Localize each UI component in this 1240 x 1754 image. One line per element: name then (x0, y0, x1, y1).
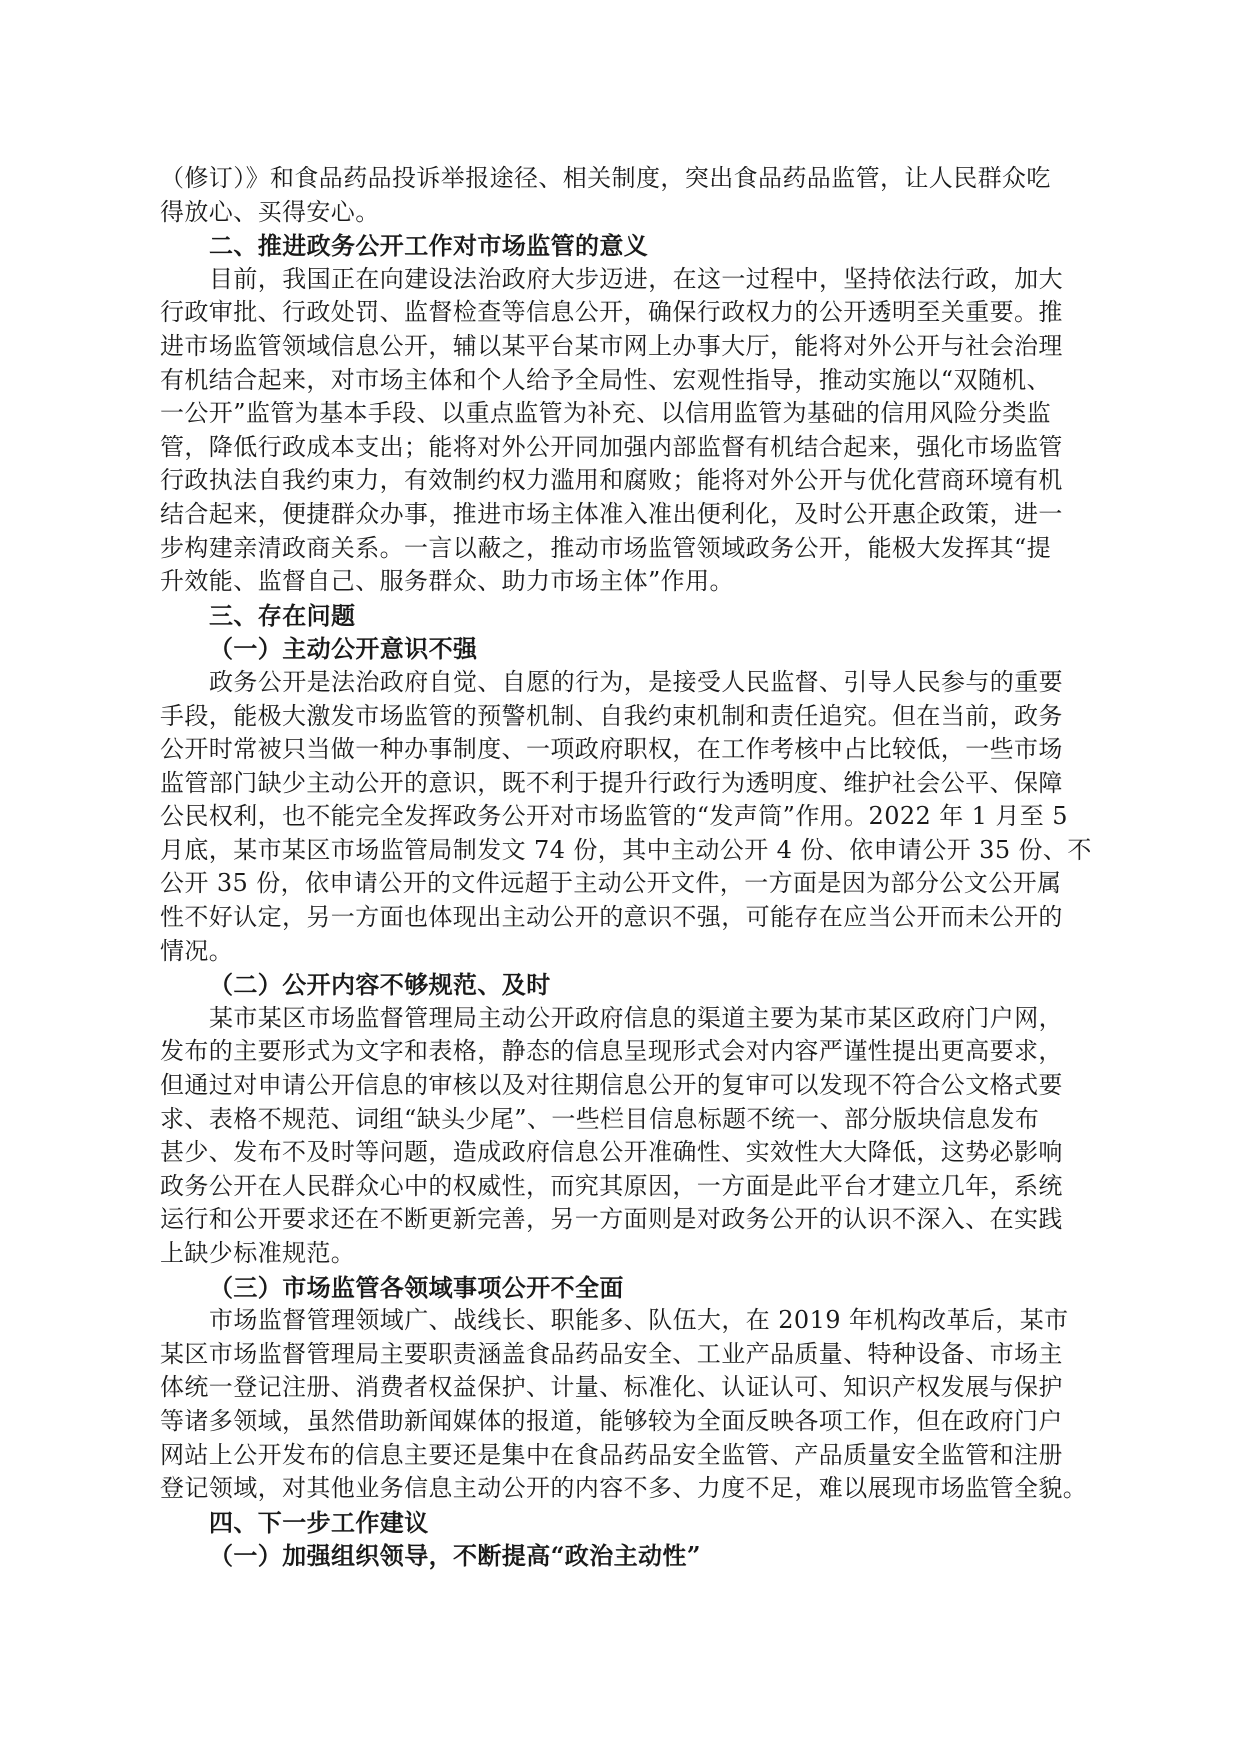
paragraph-line: 公开时常被只当做一种办事制度、一项政府职权，在工作考核中占比较低，一些市场 (160, 735, 1063, 764)
paragraph-line: 等诸多领域，虽然借助新闻媒体的报道，能够较为全面反映各项工作，但在政府门户 (160, 1406, 1063, 1435)
paragraph-line: 一公开”监管为基本手段、以重点监管为补充、以信用监管为基础的信用风险分类监 (160, 399, 1052, 428)
paragraph-line: 公开 35 份，依申请公开的文件远超于主动公开文件，一方面是因为部分公文公开属 (160, 869, 1062, 898)
section-heading: 四、下一步工作建议 (209, 1507, 429, 1537)
paragraph-line: 性不好认定，另一方面也体现出主动公开的意识不强，可能存在应当公开而未公开的 (160, 903, 1063, 932)
paragraph-line: 网站上公开发布的信息主要还是集中在食品药品安全监管、产品质量安全监管和注册 (160, 1440, 1063, 1469)
paragraph-line: 求、表格不规范、词组“缺头少尾”、一些栏目信息标题不统一、部分版块信息发布 (160, 1104, 1040, 1133)
paragraph-line: 情况。 (160, 936, 234, 965)
paragraph-line: 有机结合起来，对市场主体和个人给予全局性、宏观性指导，推动实施以“双随机、 (160, 365, 1052, 394)
paragraph-line: 但通过对申请公开信息的审核以及对往期信息公开的复审可以发现不符合公文格式要 (160, 1071, 1063, 1100)
paragraph-line: 政务公开在人民群众心中的权威性，而究其原因，一方面是此平台才建立几年，系统 (160, 1171, 1063, 1200)
paragraph-line: 监管部门缺少主动公开的意识，既不利于提升行政行为透明度、维护社会公平、保障 (160, 768, 1063, 797)
section-heading: （三）市场监管各领域事项公开不全面 (209, 1272, 624, 1302)
section-heading: 三、存在问题 (209, 600, 356, 630)
section-heading: （二）公开内容不够规范、及时 (209, 970, 551, 1000)
paragraph-line: 升效能、监督自己、服务群众、助力市场主体”作用。 (160, 567, 734, 596)
document-body (160, 162, 1100, 1573)
paragraph-line: 步构建亲清政商关系。一言以蔽之，推动市场监管领域政务公开，能极大发挥其“提 (160, 533, 1052, 562)
paragraph-line: 行政执法自我约束力，有效制约权力滥用和腐败；能将对外公开与优化营商环境有机 (160, 466, 1063, 495)
paragraph-line: 登记领域，对其他业务信息主动公开的内容不多、力度不足，难以展现市场监管全貌。 (160, 1474, 1088, 1503)
paragraph-line: 市场监督管理领域广、战线长、职能多、队伍大，在 2019 年机构改革后，某市 (209, 1306, 1069, 1335)
paragraph-line: （修订）》和食品药品投诉举报途径、相关制度，突出食品药品监管，让人民群众吃 (160, 164, 1051, 192)
paragraph-line: 得放心、买得安心。 (160, 197, 380, 226)
paragraph-line: 体统一登记注册、消费者权益保护、计量、标准化、认证认可、知识产权发展与保护 (160, 1373, 1063, 1402)
section-heading: （一）加强组织领导，不断提高“政治主动性” (209, 1541, 702, 1571)
paragraph-line: 公民权利，也不能完全发挥政务公开对市场监管的“发声筒”作用。2022 年 1 月至 5 (160, 802, 1068, 831)
paragraph-line: 发布的主要形式为文字和表格，静态的信息呈现形式会对内容严谨性提出更高要求， (160, 1037, 1063, 1066)
paragraph-line: 上缺少标准规范。 (160, 1239, 356, 1267)
paragraph-line: 进市场监管领域信息公开，辅以某平台某市网上办事大厅，能将对外公开与社会治理 (160, 331, 1063, 360)
section-heading: 二、推进政务公开工作对市场监管的意义 (209, 231, 649, 261)
paragraph-line: 政务公开是法治政府自觉、自愿的行为，是接受人民监督、引导人民参与的重要 (209, 667, 1063, 696)
paragraph-line: 行政审批、行政处罚、监督检查等信息公开，确保行政权力的公开透明至关重要。推 (160, 298, 1063, 327)
paragraph-line: 某区市场监督管理局主要职责涵盖食品药品安全、工业产品质量、特种设备、市场主 (160, 1339, 1063, 1368)
paragraph-line: 管，降低行政成本支出；能将对外公开同加强内部监督有机结合起来，强化市场监管 (160, 432, 1063, 461)
section-heading: （一）主动公开意识不强 (209, 634, 478, 664)
paragraph-line: 结合起来，便捷群众办事，推进市场主体准入准出便利化，及时公开惠企政策，进一 (160, 499, 1063, 528)
paragraph-line: 月底，某市某区市场监管局制发文 74 份，其中主动公开 4 份、依申请公开 35 份、不 (160, 835, 1092, 864)
paragraph-line: 某市某区市场监督管理局主动公开政府信息的渠道主要为某市某区政府门户网， (209, 1003, 1063, 1032)
paragraph-line: 手段，能极大激发市场监管的预警机制、自我约束机制和责任追究。但在当前，政务 (160, 701, 1063, 730)
paragraph-line: 目前，我国正在向建设法治政府大步迈进，在这一过程中，坚持依法行政，加大 (209, 264, 1063, 293)
paragraph-line: 甚少、发布不及时等问题，造成政府信息公开准确性、实效性大大降低，这势必影响 (160, 1138, 1063, 1167)
paragraph-line: 运行和公开要求还在不断更新完善，另一方面则是对政务公开的认识不深入、在实践 (160, 1205, 1063, 1234)
